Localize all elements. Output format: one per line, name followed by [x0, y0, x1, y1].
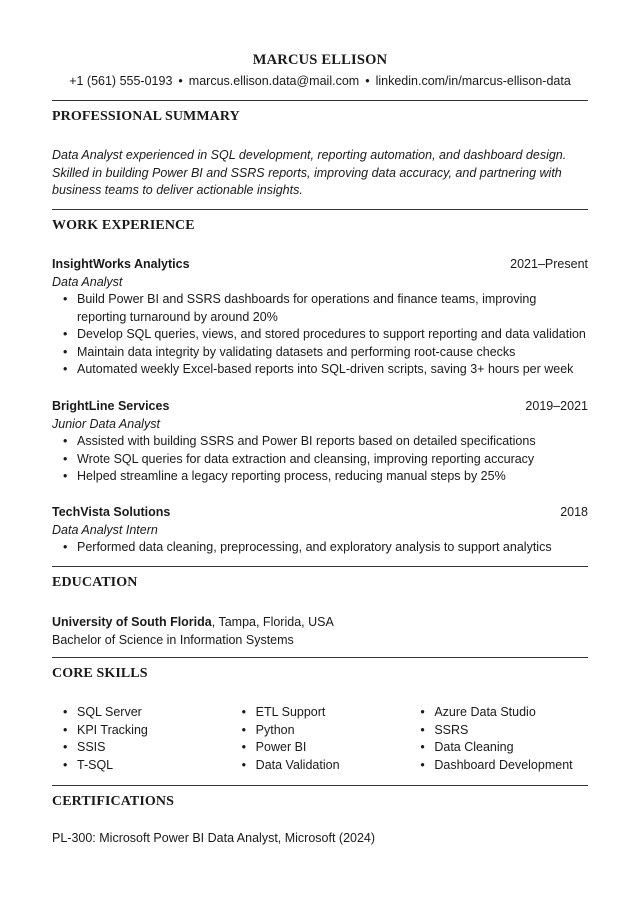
bullet-item: • Automated weekly Excel-based reports into SQL-driven scripts, saving 3+ hours per week: [52, 361, 588, 379]
skills-column: [231, 704, 410, 775]
experience-heading: WORK EXPERIENCE: [52, 218, 195, 233]
job-title: Data Analyst Intern: [52, 522, 158, 537]
bullet-item: • Performed data cleaning, preprocessing, and exploratory analysis to support analytics: [52, 539, 588, 557]
job-entry: [52, 504, 588, 557]
divider: [52, 785, 588, 786]
school-name: University of South Florida: [52, 615, 212, 629]
skills-grid: [52, 704, 588, 775]
job-dates: 2019–2021: [525, 399, 588, 413]
company-name: InsightWorks Analytics: [52, 257, 190, 271]
job-entry: [52, 256, 588, 379]
divider: [52, 566, 588, 567]
education-entry: [52, 613, 588, 649]
linkedin-url: linkedin.com/in/marcus-ellison-data: [375, 74, 571, 88]
skill-item: • SQL Server: [52, 704, 231, 722]
email-address: marcus.ellison.data@mail.com: [188, 74, 360, 88]
skill-item: • Data Cleaning: [409, 739, 588, 757]
skills-column: [409, 704, 588, 775]
education-heading: EDUCATION: [52, 575, 138, 590]
skill-item: • Data Validation: [231, 757, 410, 775]
job-entry: [52, 398, 588, 486]
divider: [52, 209, 588, 210]
job-title: Data Analyst: [52, 274, 123, 289]
bullet-item: • Develop SQL queries, views, and stored procedures to support reporting and data validation: [52, 326, 588, 344]
school-location: , Tampa, Florida, USA: [211, 615, 334, 629]
bullet-item: • Assisted with building SSRS and Power BI reports based on detailed specifications: [52, 433, 588, 451]
separator: •: [178, 74, 183, 88]
certifications-heading: CERTIFICATIONS: [52, 794, 175, 809]
candidate-name: MARCUS ELLISON: [252, 52, 388, 68]
skill-item: • SSIS: [52, 739, 231, 757]
divider: [52, 100, 588, 101]
certification-item: PL-300: Microsoft Power BI Data Analyst, Microsoft (2024): [52, 831, 376, 845]
skills-column: [52, 704, 231, 775]
skill-item: • Azure Data Studio: [409, 704, 588, 722]
job-bullets: [52, 291, 588, 379]
bullet-item: • Wrote SQL queries for data extraction and cleansing, improving reporting accuracy: [52, 451, 588, 469]
bullet-item: • Build Power BI and SSRS dashboards for operations and finance teams, improving reporting turnaround by around 20%: [52, 291, 588, 326]
divider: [52, 657, 588, 658]
bullet-item: • Maintain data integrity by validating datasets and performing root-cause checks: [52, 344, 588, 362]
company-name: TechVista Solutions: [52, 505, 171, 519]
summary-text: Data Analyst experienced in SQL development, reporting automation, and dashboard design. Skilled in building Power BI and SSRS reports, improving data accuracy, and partnering with business teams to deliver actionable insights.: [52, 148, 567, 197]
job-bullets: [52, 539, 588, 557]
skills-heading: CORE SKILLS: [52, 666, 148, 681]
skill-item: • Dashboard Development: [409, 757, 588, 775]
contact-line: [0, 74, 640, 88]
skill-item: • T-SQL: [52, 757, 231, 775]
separator: •: [365, 74, 370, 88]
phone-number: +1 (561) 555-0193: [69, 74, 173, 88]
skill-item: • SSRS: [409, 722, 588, 740]
summary-heading: PROFESSIONAL SUMMARY: [52, 109, 240, 124]
bullet-item: • Helped streamline a legacy reporting process, reducing manual steps by 25%: [52, 468, 588, 486]
job-dates: 2021–Present: [510, 257, 588, 271]
degree: Bachelor of Science in Information Systems: [52, 633, 294, 647]
skill-item: • Power BI: [231, 739, 410, 757]
job-dates: 2018: [560, 505, 588, 519]
skill-item: • Python: [231, 722, 410, 740]
job-title: Junior Data Analyst: [52, 416, 160, 431]
skill-item: • ETL Support: [231, 704, 410, 722]
company-name: BrightLine Services: [52, 399, 170, 413]
skill-item: • KPI Tracking: [52, 722, 231, 740]
job-bullets: [52, 433, 588, 486]
